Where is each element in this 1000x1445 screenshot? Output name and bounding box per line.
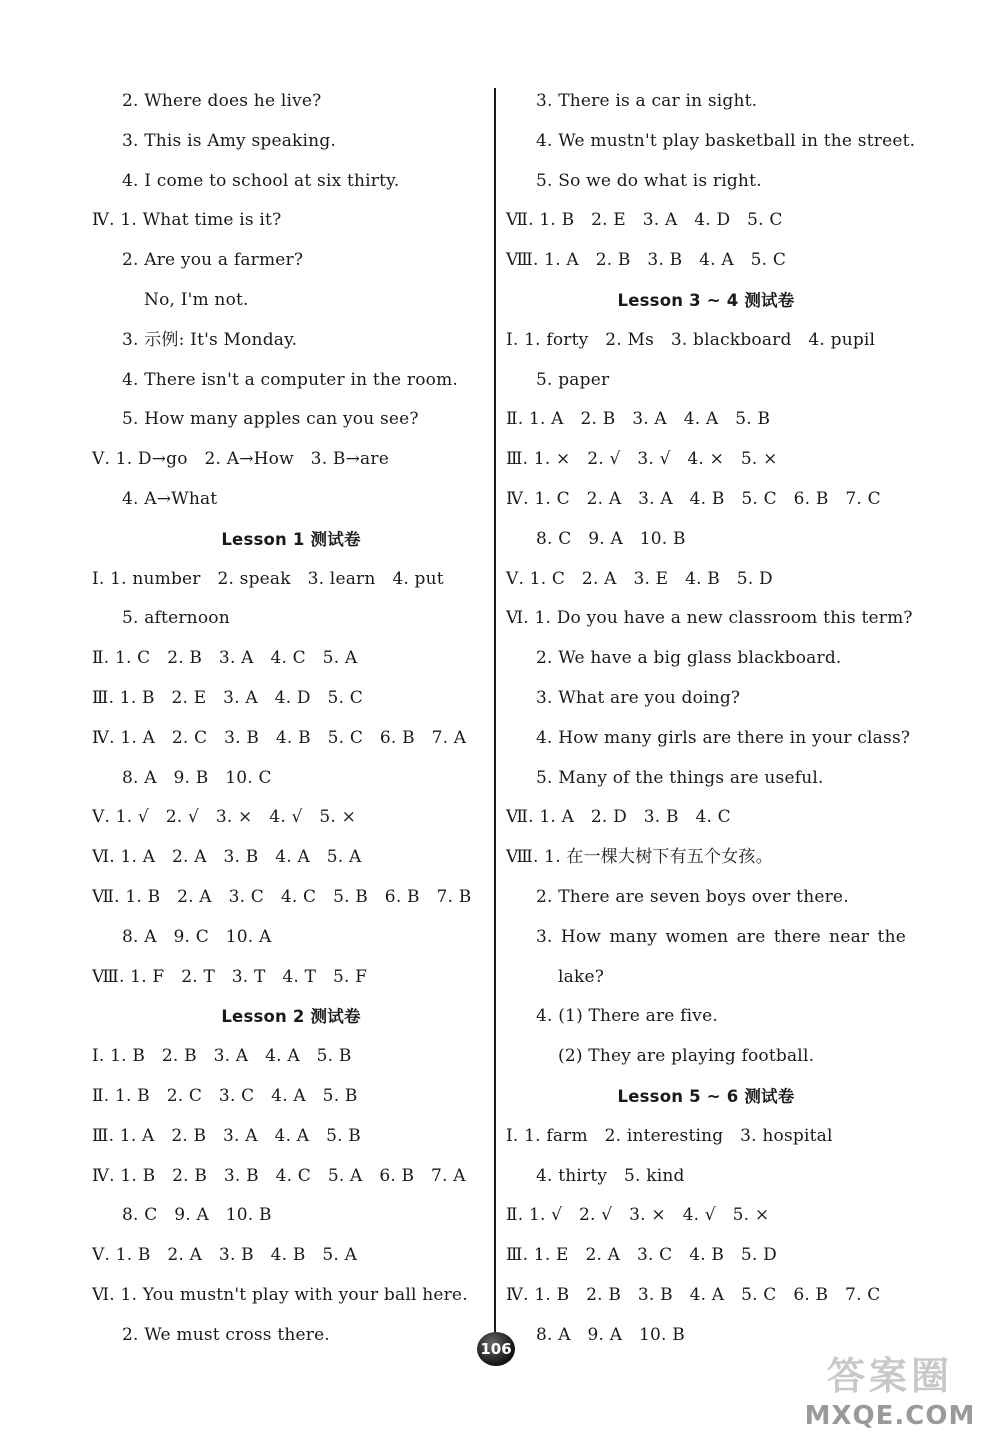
answer-line: 3. There is a car in sight.	[536, 91, 758, 111]
answer-line: 2. Are you a farmer?	[122, 250, 304, 271]
answer-line: 2. Where does he live?	[122, 91, 322, 111]
answer-line: 5. So we do what is right.	[536, 170, 762, 191]
answer-line: Ⅳ. 1. B 2. B 3. B 4. C 5. A 6. B 7. A	[92, 1165, 466, 1186]
answer-line: Ⅰ. 1. forty 2. Ms 3. blackboard 4. pupil	[506, 329, 876, 350]
answer-line: 8. C 9. A 10. B	[536, 528, 686, 549]
answer-line: 3. What are you doing?	[536, 687, 741, 708]
watermark-main: 答案圈	[826, 1354, 953, 1398]
section-heading: Lesson 1 测试卷	[221, 529, 361, 549]
answer-line: Ⅵ. 1. You mustn't play with your ball here.	[92, 1284, 468, 1305]
page-number: 106	[477, 1332, 515, 1366]
answer-line: 5. afternoon	[122, 608, 230, 629]
left-column	[92, 82, 490, 1356]
answer-line: Ⅱ. 1. A 2. B 3. A 4. A 5. B	[506, 409, 771, 430]
answer-line: Ⅰ. 1. number 2. speak 3. learn 4. put	[92, 568, 444, 589]
answer-line: 8. A 9. C 10. A	[122, 926, 272, 947]
section-heading: Lesson 5 ~ 6 测试卷	[617, 1086, 795, 1106]
answer-line: Ⅶ. 1. B 2. E 3. A 4. D 5. C	[506, 210, 783, 231]
answer-line: Ⅴ. 1. D→go 2. A→How 3. B→are	[92, 449, 389, 470]
watermark-logo	[790, 1352, 990, 1442]
section-heading: Lesson 2 测试卷	[221, 1007, 361, 1027]
answer-line: Ⅶ. 1. B 2. A 3. C 4. C 5. B 6. B 7. B	[92, 886, 472, 907]
answer-line: 4. There isn't a computer in the room.	[122, 369, 459, 390]
answer-line: 5. Many of the things are useful.	[536, 767, 824, 788]
answer-line: 4. We mustn't play basketball in the street.	[536, 130, 916, 151]
section-heading: Lesson 3 ~ 4 测试卷	[617, 290, 795, 310]
answer-line: Ⅱ. 1. √ 2. √ 3. × 4. √ 5. ×	[506, 1205, 770, 1226]
answer-line: 4. thirty 5. kind	[536, 1165, 685, 1186]
answer-line: 5. paper	[536, 369, 610, 390]
answer-line: 2. There are seven boys over there.	[536, 886, 849, 907]
right-column	[506, 82, 916, 1356]
answer-line: 8. A 9. A 10. B	[536, 1324, 685, 1345]
column-divider	[494, 88, 496, 1343]
answer-line: Ⅴ. 1. √ 2. √ 3. × 4. √ 5. ×	[92, 807, 357, 828]
answer-line: lake?	[558, 966, 605, 987]
answer-line: 8. A 9. B 10. C	[122, 767, 272, 788]
answer-line: Ⅲ. 1. B 2. E 3. A 4. D 5. C	[92, 687, 363, 708]
answer-line: 2. We have a big glass blackboard.	[536, 648, 842, 669]
answer-line: (2) They are playing football.	[558, 1046, 815, 1067]
answer-line: Ⅱ. 1. C 2. B 3. A 4. C 5. A	[92, 648, 358, 669]
watermark-sub: MXQE.COM	[804, 1401, 976, 1431]
answer-line: Ⅴ. 1. C 2. A 3. E 4. B 5. D	[506, 568, 773, 589]
answer-line: 3. This is Amy speaking.	[122, 130, 337, 151]
answer-line: Ⅵ. 1. Do you have a new classroom this term?	[506, 608, 913, 629]
answer-line: Ⅳ. 1. What time is it?	[92, 210, 282, 231]
answer-line: 5. How many apples can you see?	[122, 409, 419, 430]
answer-line: 4. (1) There are five.	[536, 1006, 718, 1027]
answer-line: 4. A→What	[122, 488, 218, 509]
answer-line: Ⅶ. 1. A 2. D 3. B 4. C	[506, 807, 731, 828]
answer-line: 8. C 9. A 10. B	[122, 1205, 272, 1226]
answer-line: Ⅱ. 1. B 2. C 3. C 4. A 5. B	[92, 1085, 358, 1106]
answer-line: Ⅲ. 1. E 2. A 3. C 4. B 5. D	[506, 1245, 777, 1266]
answer-line: Ⅷ. 1. 在一棵大树下有五个女孩。	[506, 847, 773, 868]
answer-line: Ⅷ. 1. F 2. T 3. T 4. T 5. F	[92, 966, 368, 987]
answer-line: Ⅳ. 1. C 2. A 3. A 4. B 5. C 6. B 7. C	[506, 488, 881, 509]
answer-line: Ⅴ. 1. B 2. A 3. B 4. B 5. A	[92, 1245, 358, 1266]
answer-line: 2. We must cross there.	[122, 1324, 330, 1345]
answer-line: 4. How many girls are there in your class?	[536, 727, 911, 748]
answer-line: Ⅰ. 1. B 2. B 3. A 4. A 5. B	[92, 1046, 352, 1067]
answer-line: Ⅳ. 1. A 2. C 3. B 4. B 5. C 6. B 7. A	[92, 727, 467, 748]
answer-line: Ⅵ. 1. A 2. A 3. B 4. A 5. A	[92, 847, 362, 868]
answer-line: 3. 示例: It's Monday.	[122, 329, 298, 350]
answer-line: Ⅳ. 1. B 2. B 3. B 4. A 5. C 6. B 7. C	[506, 1284, 881, 1305]
answer-line: Ⅷ. 1. A 2. B 3. B 4. A 5. C	[506, 250, 787, 271]
answer-line: Ⅰ. 1. farm 2. interesting 3. hospital	[506, 1125, 833, 1146]
answer-line: Ⅲ. 1. × 2. √ 3. √ 4. × 5. ×	[506, 449, 778, 470]
answer-line: Ⅲ. 1. A 2. B 3. A 4. A 5. B	[92, 1125, 361, 1146]
answer-line: 4. I come to school at six thirty.	[122, 170, 400, 191]
answer-line: No, I'm not.	[144, 289, 249, 310]
answer-line: 3. How many women are there near the	[536, 926, 906, 947]
